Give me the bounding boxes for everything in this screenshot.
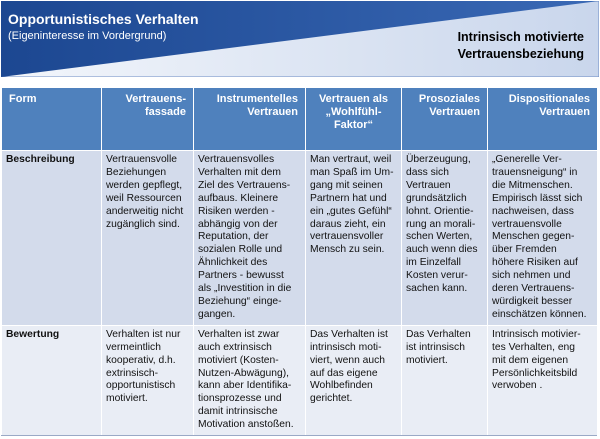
table-row-bewertung xyxy=(2,325,598,436)
header-dispositionales-vertrauen xyxy=(488,88,598,151)
row-label: Beschreibung xyxy=(2,151,102,326)
header-label: Vertrauens- fassade xyxy=(125,93,186,118)
cell-text: Das Verhalten ist intrinsisch motiviert. xyxy=(406,328,471,366)
cell-text: Intrinsisch motivier- tes Verhalten, eng mit dem eigenen Persönlichkeitsbild verwoben . xyxy=(492,328,581,392)
banner-right-line2: Vertrauensbeziehung xyxy=(457,47,584,61)
cell-text: Verhalten ist nur vermeintlich kooperativ, d.h. extrinsisch- opportunistisch motiviert. xyxy=(106,328,181,405)
table-cell xyxy=(402,151,488,326)
cell-text: Vertrauensvolles Verhalten mit dem Ziel des Vertrauens- aufbaus. Kleinere Risiken werden - abhängig von der Reputation, der sozialen Rolle und Ähnlichkeit des Partners - bewusst als „Investition in die Beziehung“ einge- gangen. xyxy=(198,154,292,320)
table-cell xyxy=(488,325,598,436)
banner-right-label xyxy=(458,29,584,63)
table-cell xyxy=(102,325,194,436)
header-wohlfuehl-faktor xyxy=(306,88,402,151)
table-header-row xyxy=(2,88,598,151)
table-cell xyxy=(306,325,402,436)
header-instrumentelles-vertrauen xyxy=(194,88,306,151)
header-label: Instrumentelles Vertrauen xyxy=(216,93,298,118)
table-cell xyxy=(194,325,306,436)
banner-right-line1: Intrinsisch motivierte xyxy=(457,30,584,44)
table-cell xyxy=(488,151,598,326)
table-bottom-rule xyxy=(1,435,597,436)
banner-title: Opportunistisches Verhalten xyxy=(8,11,199,27)
trust-forms-table xyxy=(1,87,598,437)
cell-text: „Generelle Ver- trauensneigung“ in die Mitmenschen. Empirisch lässt sich nachweisen, dass vertrauensvolle Menschen gegen- über Fremden höhere Risiken auf sich nehmen und deren Vertrauens- würdigkeit besser einschätzen können. xyxy=(492,154,587,320)
header-label: Dispositionales Vertrauen xyxy=(508,93,590,118)
table-cell xyxy=(194,151,306,326)
header-form: Form xyxy=(2,88,102,151)
cell-text: Vertrauensvolle Beziehungen werden gepflegt, weil Ressourcen anderweitig nicht zugänglich sind. xyxy=(106,154,184,230)
table-cell xyxy=(306,151,402,326)
header-prosoziales-vertrauen xyxy=(402,88,488,151)
cell-text: Überzeugung, dass sich Vertrauen grundsätzlich lohnt. Orientie- rung an morali- schen Werten, auch wenn dies im Einzelfall Kosten verur- sachen kann. xyxy=(406,154,478,295)
header-label: Vertrauen als „Wohlfühl- Faktor“ xyxy=(318,93,389,131)
table-cell xyxy=(402,325,488,436)
row-label: Bewertung xyxy=(2,325,102,436)
banner-subtitle: (Eigeninteresse im Vordergrund) xyxy=(8,30,167,42)
header-vertrauensfassade xyxy=(102,88,194,151)
table-cell xyxy=(102,151,194,326)
header-label: Prosoziales Vertrauen xyxy=(418,93,480,118)
cell-text: Verhalten ist zwar auch extrinsisch motiviert (Kosten- Nutzen-Abwägung), kann aber Identifika- tionsprozesse und damit intrinsische Motivation anstoßen. xyxy=(198,328,294,431)
gradient-banner xyxy=(1,1,599,77)
cell-text: Man vertraut, weil man Spaß im Um- gang mit seinen Partnern hat und ein „gutes Gefühl“ daraus zieht, ein vertrauensvoller Mensch zu sein. xyxy=(310,154,394,256)
cell-text: Das Verhalten ist intrinsisch moti- viert, wenn auch auf das eigene Wohlbefinden gerichtet. xyxy=(310,328,388,405)
table-row-beschreibung xyxy=(2,151,598,326)
